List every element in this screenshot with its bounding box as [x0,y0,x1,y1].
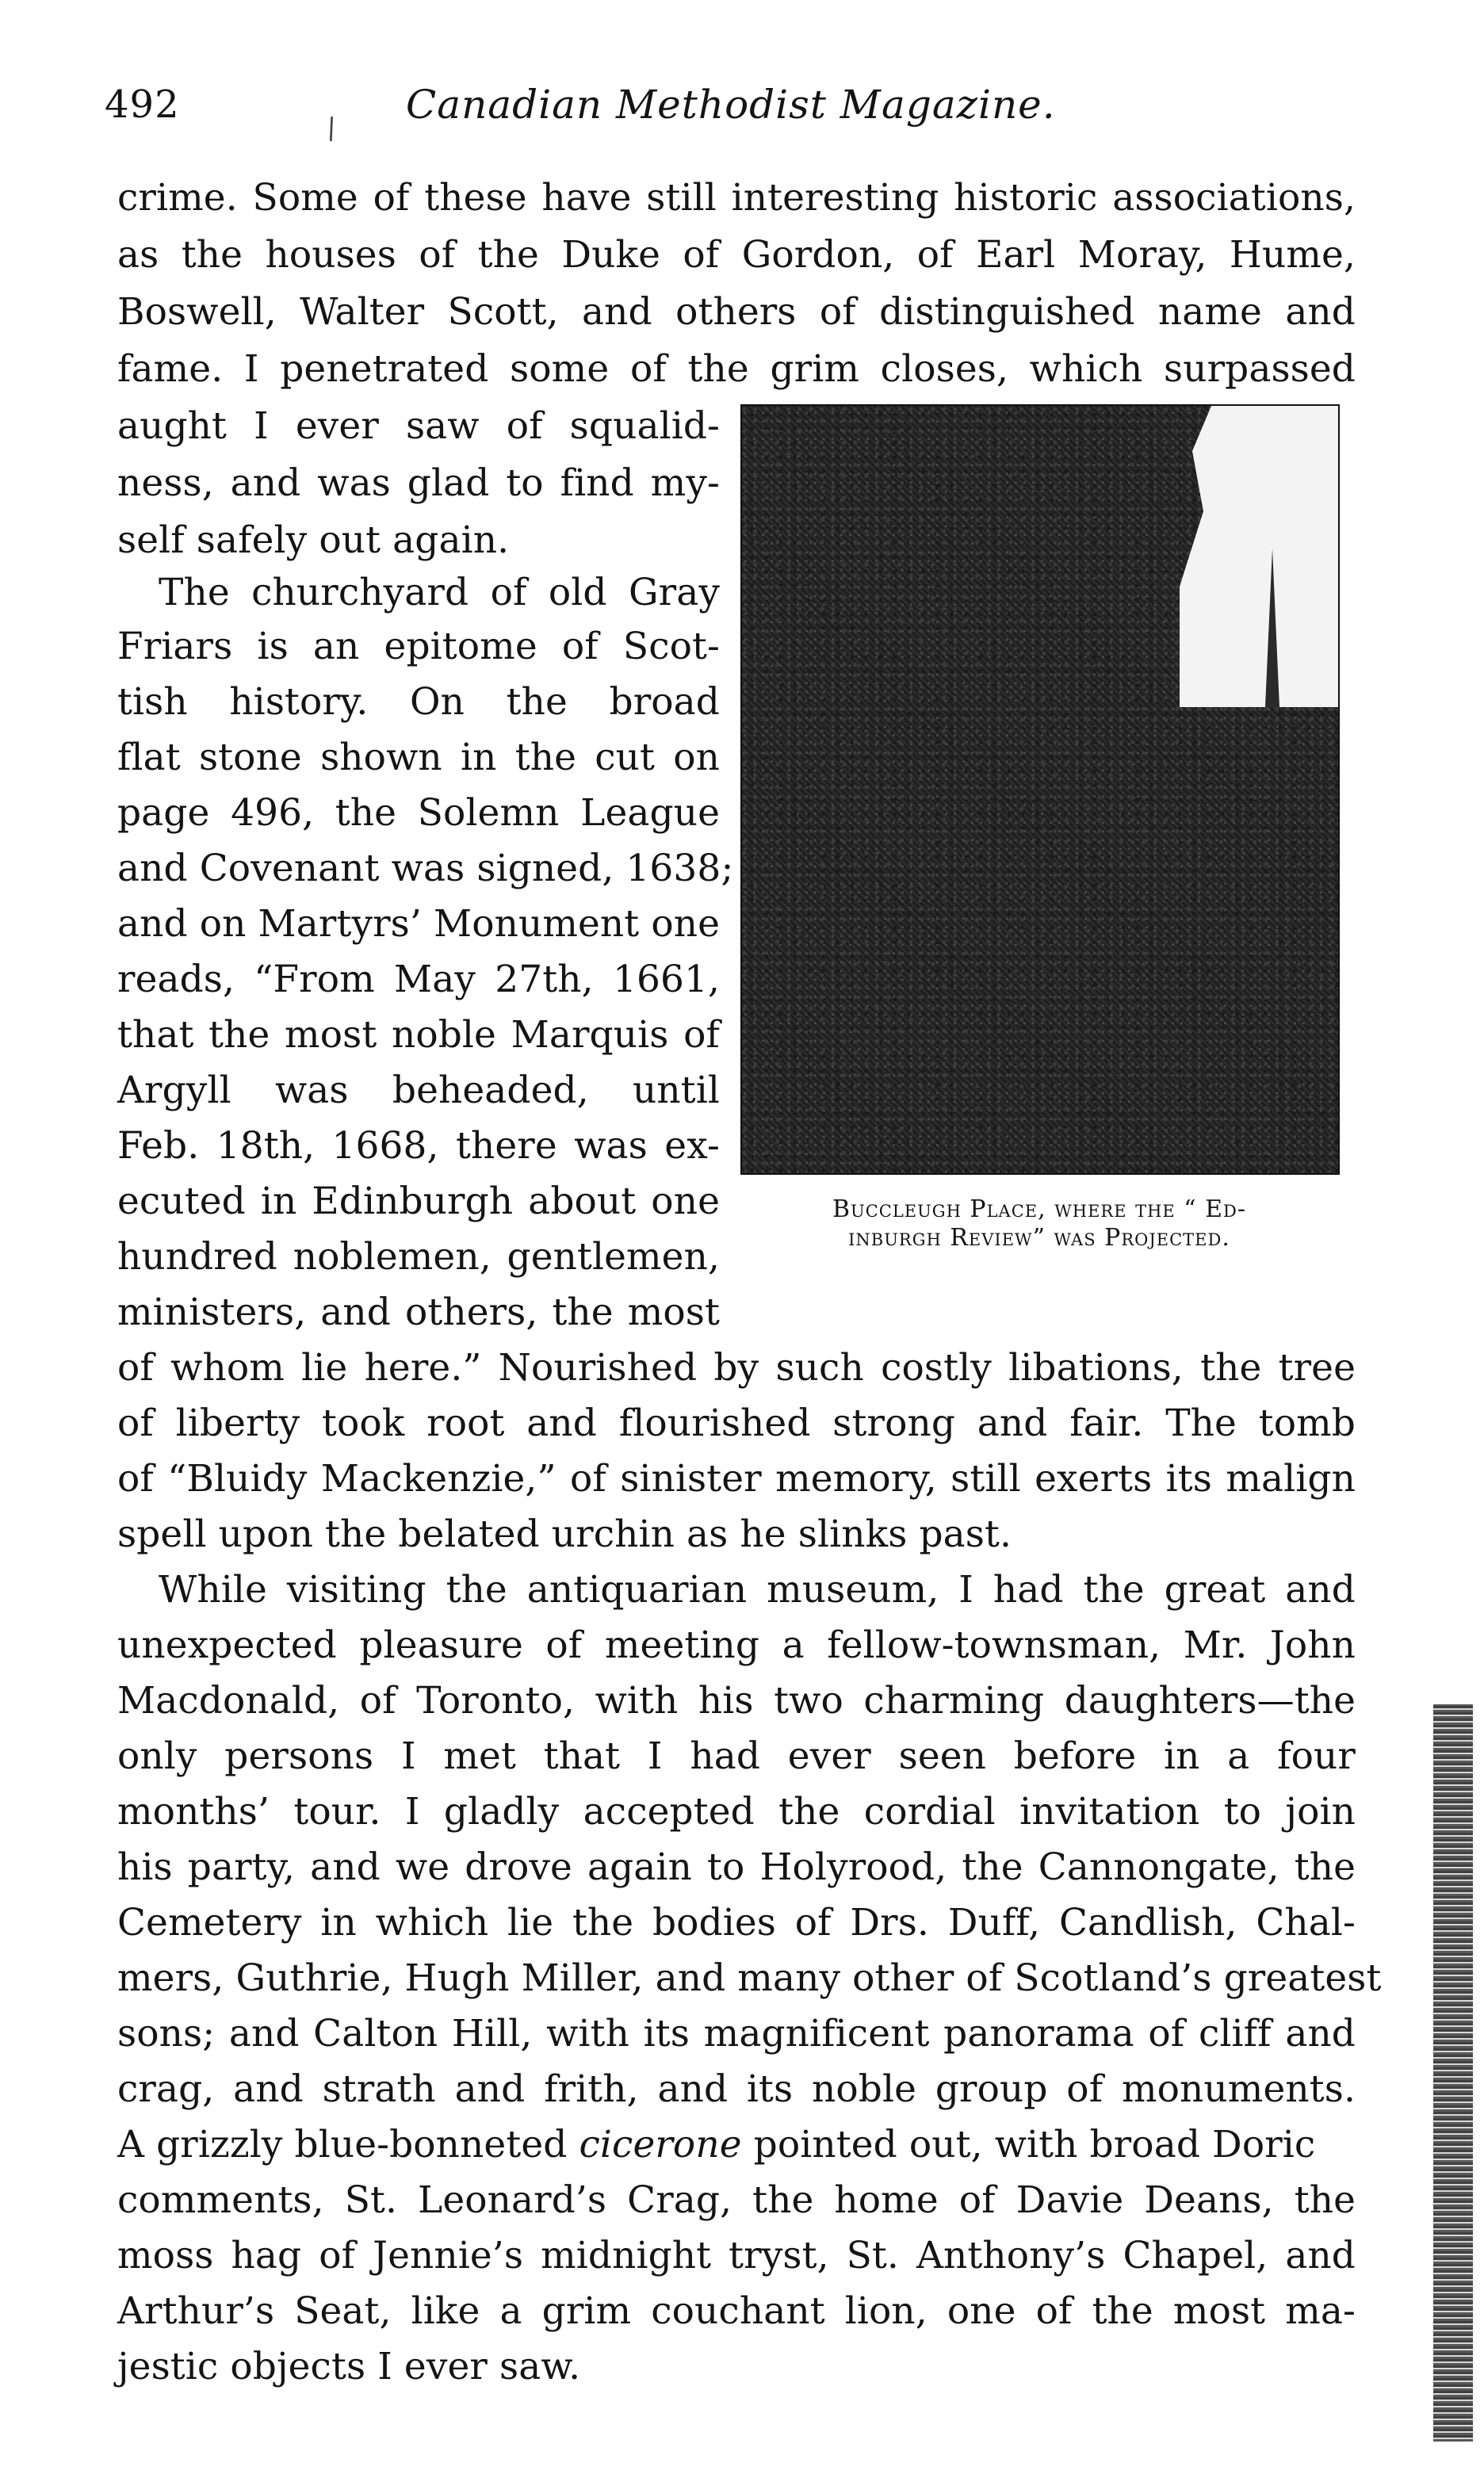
text-line: as the houses of the Duke of Gordon, of Earl Moray, Hume, [117,233,1356,277]
engraving-illustration [740,404,1340,1175]
print-mark: \ [321,112,342,146]
caption-line: Buccleugh Place, where the “ Ed- [832,1195,1247,1223]
caption-line: inburgh Review” was Projected. [848,1224,1230,1252]
text-line: mers, Guthrie, Hugh Miller, and many other of Scotland’s greatest [117,1956,1382,2000]
text-line: flat stone shown in the cut on [117,736,720,779]
text-line: only persons I met that I had ever seen before in a four [117,1734,1356,1778]
text-line: of whom lie here.” Nourished by such costly libations, the tree [117,1346,1356,1390]
text-fragment: A grizzly blue-bonneted cicerone pointed out, with broad Doric [117,2123,1316,2166]
text-line: sons; and Calton Hill, with its magnificent panorama of cliff and [117,2012,1356,2055]
text-line: crime. Some of these have still interesting historic associations, [117,176,1356,220]
text-line [117,2117,1356,2174]
text-line: jestic objects I ever saw. [117,2345,581,2388]
engraving-sky [1180,406,1338,707]
text-line: hundred noblemen, gentlemen, [117,1235,720,1279]
text-line: ness, and was glad to find my- [117,461,720,505]
text-line: Boswell, Walter Scott, and others of distinguished name and [117,290,1356,334]
text-line: and Covenant was signed, 1638; [117,847,734,890]
running-title: Canadian Methodist Magazine. [406,82,1056,128]
figure-caption [734,1195,1344,1252]
text-line: months’ tour. I gladly accepted the cordial invitation to join [117,1790,1356,1834]
text-line: The churchyard of old Gray [159,571,720,614]
text-line: crag, and strath and frith, and its noble group of monuments. [117,2067,1356,2111]
text-line: Friars is an epitome of Scot- [117,625,720,668]
text-line: self safely out again. [117,518,510,562]
text-line: aught I ever saw of squalid- [117,404,720,448]
page-number: 492 [105,82,180,127]
page-header [105,73,1341,146]
text-line: that the most noble Marquis of [117,1013,720,1057]
text-line: Cemetery in which lie the bodies of Drs. Duff, Candlish, Chal- [117,1901,1356,1945]
text-line: and on Martyrs’ Monument one [117,902,720,946]
scan-edge-shadow [1433,1704,1473,2442]
text-line: Arthur’s Seat, like a grim couchant lion, one of the most ma- [117,2289,1356,2333]
text-line: While visiting the antiquarian museum, I had the great and [159,1568,1356,1612]
text-line: tish history. On the broad [117,680,720,724]
text-line: page 496, the Solemn League [117,791,720,835]
text-line: ministers, and others, the most [117,1291,720,1334]
italic-word: cicerone [579,2123,742,2166]
text-line: moss hag of Jennie’s midnight tryst, St. Anthony’s Chapel, and [117,2234,1356,2277]
text-line: unexpected pleasure of meeting a fellow-townsman, Mr. John [117,1623,1356,1667]
text-line: Argyll was beheaded, until [117,1069,720,1112]
text-line: his party, and we drove again to Holyrood, the Cannongate, the [117,1845,1356,1889]
text-line: Feb. 18th, 1668, there was ex- [117,1124,720,1168]
text-line: fame. I penetrated some of the grim closes, which surpassed [117,347,1356,391]
text-line: of “Bluidy Mackenzie,” of sinister memory, still exerts its malign [117,1457,1356,1501]
text-line: ecuted in Edinburgh about one [117,1180,720,1223]
text-line: Macdonald, of Toronto, with his two charming daughters—the [117,1679,1356,1723]
text-line: of liberty took root and flourished strong and fair. The tomb [117,1402,1356,1445]
text-line: reads, “From May 27th, 1661, [117,958,720,1001]
text-line: spell upon the belated urchin as he slinks past. [117,1512,1012,1556]
text-line: comments, St. Leonard’s Crag, the home of Davie Deans, the [117,2178,1356,2222]
